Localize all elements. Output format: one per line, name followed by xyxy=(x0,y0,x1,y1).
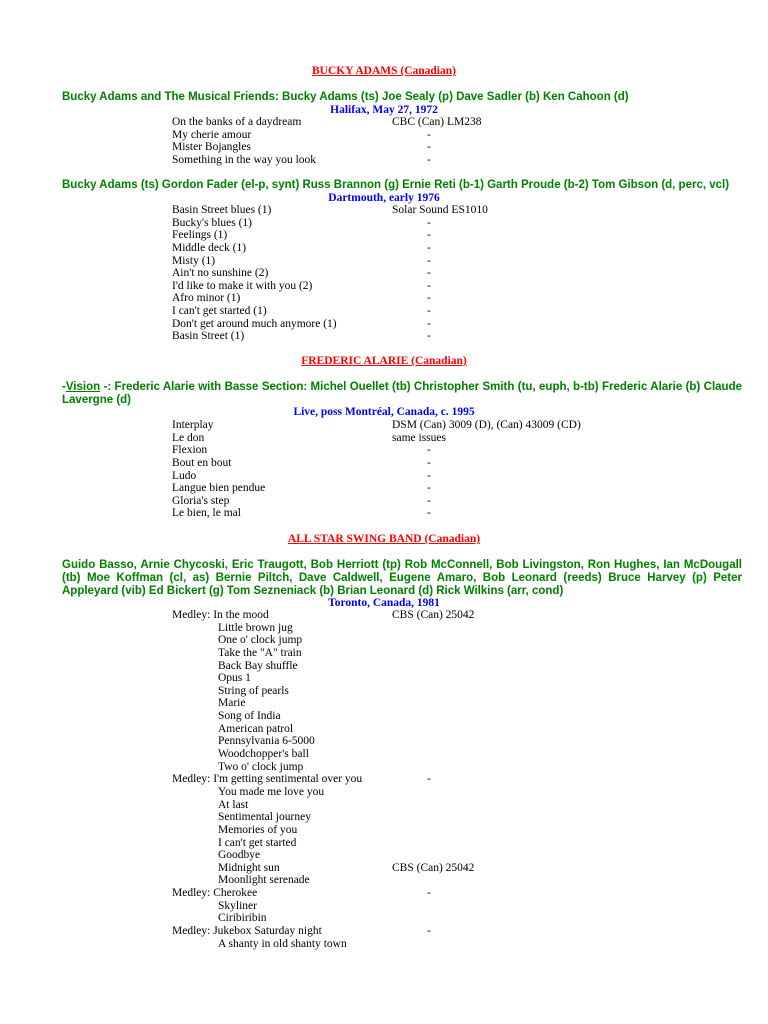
track-title: Ludo xyxy=(172,469,197,482)
track-title: Ain't no sunshine (2) xyxy=(172,267,269,280)
track-title: Midnight sun xyxy=(218,861,280,874)
session-personnel: Bucky Adams (ts) Gordon Fader (el-p, synt) Russ Brannon (g) Ernie Reti (b-1) Garth Proude (b-2) Tom Gibson (d, perc, vcl) xyxy=(62,179,730,191)
issue-label: CBS (Can) 25042 xyxy=(392,609,475,621)
session-place-date: Halifax, May 27, 1972 xyxy=(330,104,438,116)
track-title: Medley: I'm getting sentimental over you xyxy=(172,773,363,786)
issue-ditto-mark: - xyxy=(427,153,431,166)
track-row xyxy=(0,470,768,483)
track-title: Interplay xyxy=(172,419,214,431)
issue-ditto-mark: - xyxy=(427,305,431,318)
track-title: Le bien, le mal xyxy=(172,507,241,520)
issue-ditto-mark: - xyxy=(427,317,431,330)
issue-label: Solar Sound ES1010 xyxy=(392,204,488,216)
session-place-date: Live, poss Montréal, Canada, c. 1995 xyxy=(293,406,475,418)
session-prefix-rest: - xyxy=(100,381,108,393)
track-title: I can't get started xyxy=(218,836,297,849)
track-row xyxy=(0,761,768,774)
track-row xyxy=(0,824,768,837)
issue-label: CBS (Can) 25042 xyxy=(392,861,475,874)
track-title: Gloria's step xyxy=(172,494,230,507)
track-row xyxy=(0,799,768,812)
track-row xyxy=(0,318,768,331)
track-row xyxy=(0,887,768,900)
session-personnel-text: : Frederic Alarie with Basse Section: Michel Ouellet (tb) Christopher Smith (tu, euph, b-tb) Frederic Alarie (b) Claude Lavergne (d) xyxy=(62,381,742,406)
track-row xyxy=(0,660,768,673)
track-title: Marie xyxy=(218,697,246,710)
session-place-date: Toronto, Canada, 1981 xyxy=(328,597,440,609)
issue-ditto-mark: - xyxy=(427,482,431,495)
session-personnel: Bucky Adams and The Musical Friends: Bucky Adams (ts) Joe Sealy (p) Dave Sadler (b) Ken Cahoon (d) xyxy=(62,91,629,103)
track-title: Langue bien pendue xyxy=(172,482,266,495)
issue-ditto-mark: - xyxy=(427,507,431,520)
issue-ditto-mark: - xyxy=(427,241,431,254)
track-title: String of pearls xyxy=(218,684,289,697)
track-title: Something in the way you look xyxy=(172,153,317,166)
issue-ditto-mark: - xyxy=(427,254,431,267)
track-row xyxy=(0,647,768,660)
track-title: Memories of you xyxy=(218,823,298,836)
track-title: Woodchopper's ball xyxy=(218,748,309,761)
issue-ditto-mark: - xyxy=(427,128,431,141)
track-row xyxy=(0,773,768,786)
track-list xyxy=(0,609,768,950)
track-title: One o' clock jump xyxy=(218,634,303,647)
track-row xyxy=(0,874,768,887)
track-row xyxy=(0,419,768,432)
track-title: Goodbye xyxy=(218,849,261,862)
track-title: Two o' clock jump xyxy=(218,760,304,773)
track-row xyxy=(0,735,768,748)
track-row xyxy=(0,242,768,255)
track-title: On the banks of a daydream xyxy=(172,116,302,128)
track-title: Mister Bojangles xyxy=(172,141,251,154)
track-row xyxy=(0,837,768,850)
track-title: Le don xyxy=(172,431,205,444)
issue-ditto-mark: - xyxy=(427,494,431,507)
track-row xyxy=(0,495,768,508)
track-row xyxy=(0,849,768,862)
track-title: Middle deck (1) xyxy=(172,241,247,254)
issue-ditto-mark: - xyxy=(427,887,431,900)
track-title: Song of India xyxy=(218,710,281,723)
session-title-vision: Vision xyxy=(65,381,101,393)
track-title: My cherie amour xyxy=(172,128,252,141)
track-row xyxy=(0,141,768,154)
track-row xyxy=(0,912,768,925)
track-title: Opus 1 xyxy=(218,672,251,685)
track-list xyxy=(0,204,768,343)
issue-ditto-mark: - xyxy=(427,216,431,229)
section-heading-all-star-swing-band: ALL STAR SWING BAND (Canadian) xyxy=(287,533,481,545)
track-row xyxy=(0,255,768,268)
track-title: I'd like to make it with you (2) xyxy=(172,279,313,292)
track-row xyxy=(0,330,768,343)
track-title: Feelings (1) xyxy=(172,229,228,242)
track-row xyxy=(0,305,768,318)
track-row xyxy=(0,938,768,951)
track-title: Skyliner xyxy=(218,899,257,912)
track-title: Medley: In the mood xyxy=(172,609,269,621)
issue-ditto-mark: - xyxy=(427,292,431,305)
session-place-date: Dartmouth, early 1976 xyxy=(328,192,440,204)
track-title: Sentimental journey xyxy=(218,811,311,824)
track-title: Medley: Jukebox Saturday night xyxy=(172,925,322,938)
track-row xyxy=(0,634,768,647)
track-title: Pennsylvania 6-5000 xyxy=(218,735,315,748)
track-row xyxy=(0,154,768,167)
track-title: Ciribiribin xyxy=(218,912,267,925)
track-row xyxy=(0,672,768,685)
track-row xyxy=(0,609,768,622)
track-row xyxy=(0,280,768,293)
session-prefix-dash: - xyxy=(62,381,66,393)
track-row xyxy=(0,217,768,230)
session-personnel xyxy=(62,381,742,407)
track-row xyxy=(0,723,768,736)
track-list xyxy=(0,419,768,520)
session-personnel: Guido Basso, Arnie Chycoski, Eric Traugott, Bob Herriott (tp) Rob McConnell, Bob Livingston, Ron Hughes, Ian McDougall (tb) Moe Koffman (cl, as) Bernie Piltch, Dave Caldwell, Eugene Amaro, Bob Leonard (reeds) Bruce Harvey (p) Peter Appleyard (vib) Ed Bickert (g) Tom Sezneniack (b) Brian Leonard (d) Rick Wilkins (arr, cond) xyxy=(62,559,742,597)
issue-ditto-mark: - xyxy=(427,267,431,280)
track-title: Moonlight serenade xyxy=(218,874,310,887)
track-row xyxy=(0,786,768,799)
track-row xyxy=(0,862,768,875)
track-title: Back Bay shuffle xyxy=(218,659,298,672)
track-row xyxy=(0,292,768,305)
issue-ditto-mark: - xyxy=(427,229,431,242)
track-title: Take the "A" train xyxy=(218,646,302,659)
issue-ditto-mark: - xyxy=(427,925,431,938)
track-row xyxy=(0,457,768,470)
track-title: American patrol xyxy=(218,722,294,735)
track-title: Misty (1) xyxy=(172,254,216,267)
track-title: Afro minor (1) xyxy=(172,292,241,305)
track-title: You made me love you xyxy=(218,785,325,798)
track-row xyxy=(0,482,768,495)
issue-ditto-mark: - xyxy=(427,141,431,154)
track-row xyxy=(0,444,768,457)
track-title: Bout en bout xyxy=(172,456,232,469)
track-row xyxy=(0,507,768,520)
track-row xyxy=(0,925,768,938)
track-row xyxy=(0,432,768,445)
track-row xyxy=(0,204,768,217)
track-title: I can't get started (1) xyxy=(172,305,267,318)
track-row xyxy=(0,811,768,824)
issue-ditto-mark: - xyxy=(427,444,431,457)
issue-label: same issues xyxy=(392,431,446,444)
track-title: Flexion xyxy=(172,444,208,457)
track-row xyxy=(0,129,768,142)
section-heading-frederic-alarie: FREDERIC ALARIE (Canadian) xyxy=(301,355,467,367)
track-row xyxy=(0,622,768,635)
track-list xyxy=(0,116,768,167)
track-title: At last xyxy=(218,798,249,811)
track-row xyxy=(0,748,768,761)
issue-ditto-mark: - xyxy=(427,773,431,786)
track-title: Basin Street (1) xyxy=(172,330,245,343)
track-row xyxy=(0,710,768,723)
issue-label: DSM (Can) 3009 (D), (Can) 43009 (CD) xyxy=(392,419,581,431)
track-row xyxy=(0,267,768,280)
track-title: Bucky's blues (1) xyxy=(172,216,253,229)
issue-ditto-mark: - xyxy=(427,279,431,292)
track-row xyxy=(0,900,768,913)
section-heading-bucky-adams: BUCKY ADAMS (Canadian) xyxy=(312,65,456,77)
issue-ditto-mark: - xyxy=(427,456,431,469)
track-title: Don't get around much anymore (1) xyxy=(172,317,337,330)
track-title: Basin Street blues (1) xyxy=(172,204,272,216)
track-row xyxy=(0,685,768,698)
track-title: Little brown jug xyxy=(218,621,293,634)
track-title: Medley: Cherokee xyxy=(172,887,258,900)
issue-ditto-mark: - xyxy=(427,330,431,343)
track-row xyxy=(0,229,768,242)
issue-label: CBC (Can) LM238 xyxy=(392,116,482,128)
issue-ditto-mark: - xyxy=(427,469,431,482)
track-row xyxy=(0,116,768,129)
track-title: A shanty in old shanty town xyxy=(218,937,347,950)
track-row xyxy=(0,697,768,710)
